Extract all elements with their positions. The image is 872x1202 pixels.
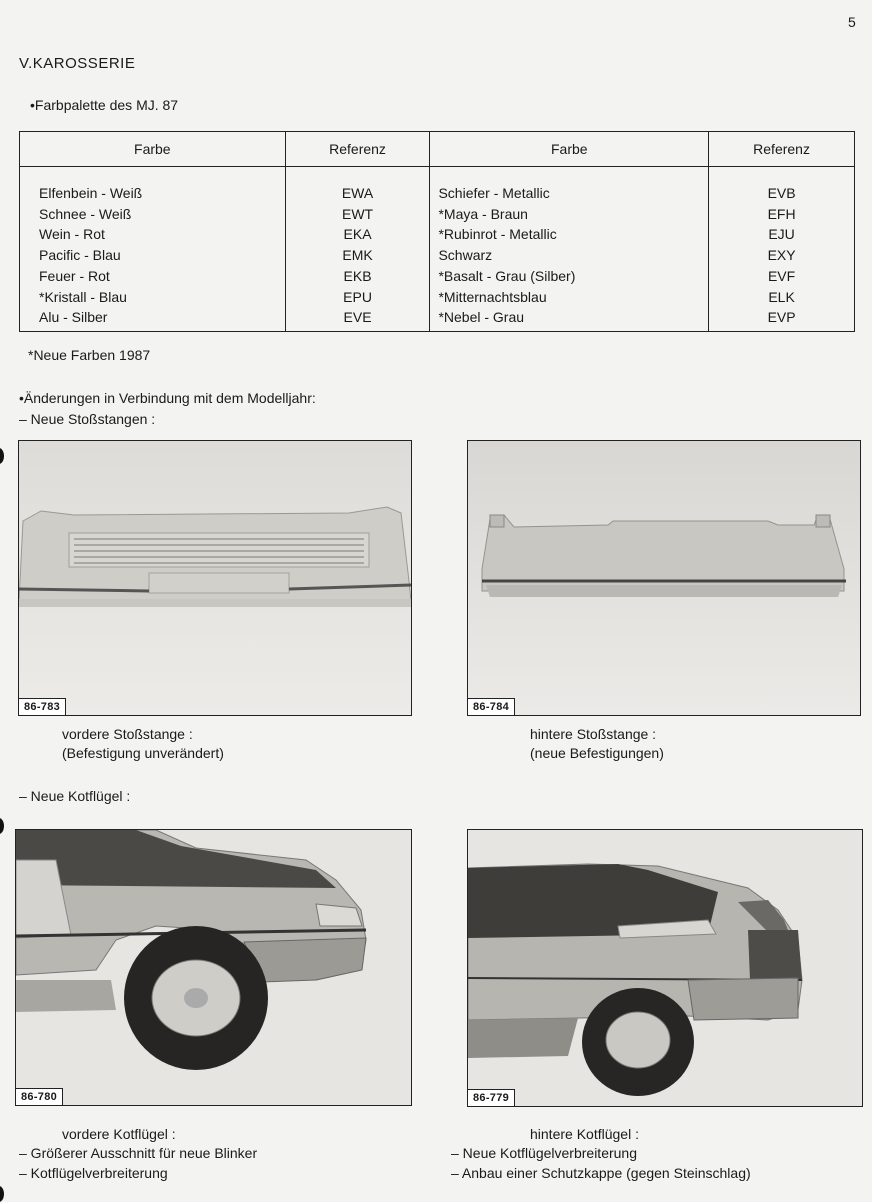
color-name: Elfenbein - Weiß	[20, 183, 286, 204]
caption-line: (Befestigung unverändert)	[62, 745, 224, 761]
header-farbe: Farbe	[20, 132, 286, 167]
binder-hole-mark	[0, 448, 4, 464]
rear-bumper-photo	[467, 440, 861, 716]
rear-fender-caption-title: hintere Kotflügel :	[530, 1126, 639, 1142]
color-name: *Mitternachtsblau	[430, 287, 709, 308]
changes-heading: •Änderungen in Verbindung mit dem Modelljahr:	[19, 390, 316, 406]
color-reference: EFH	[709, 204, 855, 225]
table-row	[20, 287, 855, 308]
table-row	[20, 204, 855, 225]
front-bumper-caption	[62, 725, 224, 763]
color-name: *Maya - Braun	[430, 204, 709, 225]
color-reference: EVE	[285, 307, 430, 332]
caption-line: (neue Befestigungen)	[530, 745, 664, 761]
caption-line: vordere Stoßstange :	[62, 726, 193, 742]
binder-hole-mark	[0, 818, 4, 834]
header-referenz: Referenz	[709, 132, 855, 167]
color-name: Schnee - Weiß	[20, 204, 286, 225]
photo-code: 86-779	[468, 1089, 515, 1106]
front-fender-photo	[15, 829, 412, 1106]
section-title: V.KAROSSERIE	[19, 55, 136, 72]
table-header-row	[20, 132, 855, 167]
color-name: *Kristall - Blau	[20, 287, 286, 308]
color-reference: EVF	[709, 266, 855, 287]
palette-heading: •Farbpalette des MJ. 87	[30, 97, 179, 113]
color-name: Wein - Rot	[20, 224, 286, 245]
footnote: *Neue Farben 1987	[28, 347, 151, 363]
color-palette-table	[19, 131, 855, 332]
photo-code: 86-784	[468, 698, 515, 715]
color-name: *Basalt - Grau (Silber)	[430, 266, 709, 287]
rear-fender-photo	[467, 829, 863, 1107]
color-reference: EVP	[709, 307, 855, 332]
photo-code: 86-783	[19, 698, 66, 715]
rear-fender-caption-line: – Neue Kotflügelverbreiterung	[451, 1145, 638, 1161]
color-name: *Rubinrot - Metallic	[430, 224, 709, 245]
color-name: Alu - Silber	[20, 307, 286, 332]
front-fender-caption-line: – Größerer Ausschnitt für neue Blinker	[19, 1145, 258, 1161]
color-name: Feuer - Rot	[20, 266, 286, 287]
header-farbe: Farbe	[430, 132, 709, 167]
rear-fender-caption-line: – Anbau einer Schutzkappe (gegen Steinschlag)	[451, 1165, 751, 1181]
table-row	[20, 266, 855, 287]
rear-bumper-caption	[530, 725, 664, 763]
color-reference: EWT	[285, 204, 430, 225]
color-reference: EVB	[709, 183, 855, 204]
color-reference: EKB	[285, 266, 430, 287]
color-reference: EJU	[709, 224, 855, 245]
page-number: 5	[848, 14, 856, 30]
color-name: Schwarz	[430, 245, 709, 266]
color-reference: EPU	[285, 287, 430, 308]
front-bumper-photo	[18, 440, 412, 716]
color-reference: EXY	[709, 245, 855, 266]
header-referenz: Referenz	[285, 132, 430, 167]
color-reference: EWA	[285, 183, 430, 204]
color-name: Schiefer - Metallic	[430, 183, 709, 204]
table-row	[20, 245, 855, 266]
color-reference: EKA	[285, 224, 430, 245]
color-name: Pacific - Blau	[20, 245, 286, 266]
bumpers-heading: – Neue Stoßstangen :	[19, 411, 156, 427]
color-name: *Nebel - Grau	[430, 307, 709, 332]
caption-line: hintere Stoßstange :	[530, 726, 657, 742]
fenders-heading: – Neue Kotflügel :	[19, 788, 131, 804]
color-reference: EMK	[285, 245, 430, 266]
photo-code: 86-780	[16, 1088, 63, 1105]
table-row	[20, 307, 855, 332]
table-row	[20, 183, 855, 204]
table-row	[20, 224, 855, 245]
color-reference: ELK	[709, 287, 855, 308]
front-fender-caption-title: vordere Kotflügel :	[62, 1126, 176, 1142]
front-fender-caption-line: – Kotflügelverbreiterung	[19, 1165, 168, 1181]
